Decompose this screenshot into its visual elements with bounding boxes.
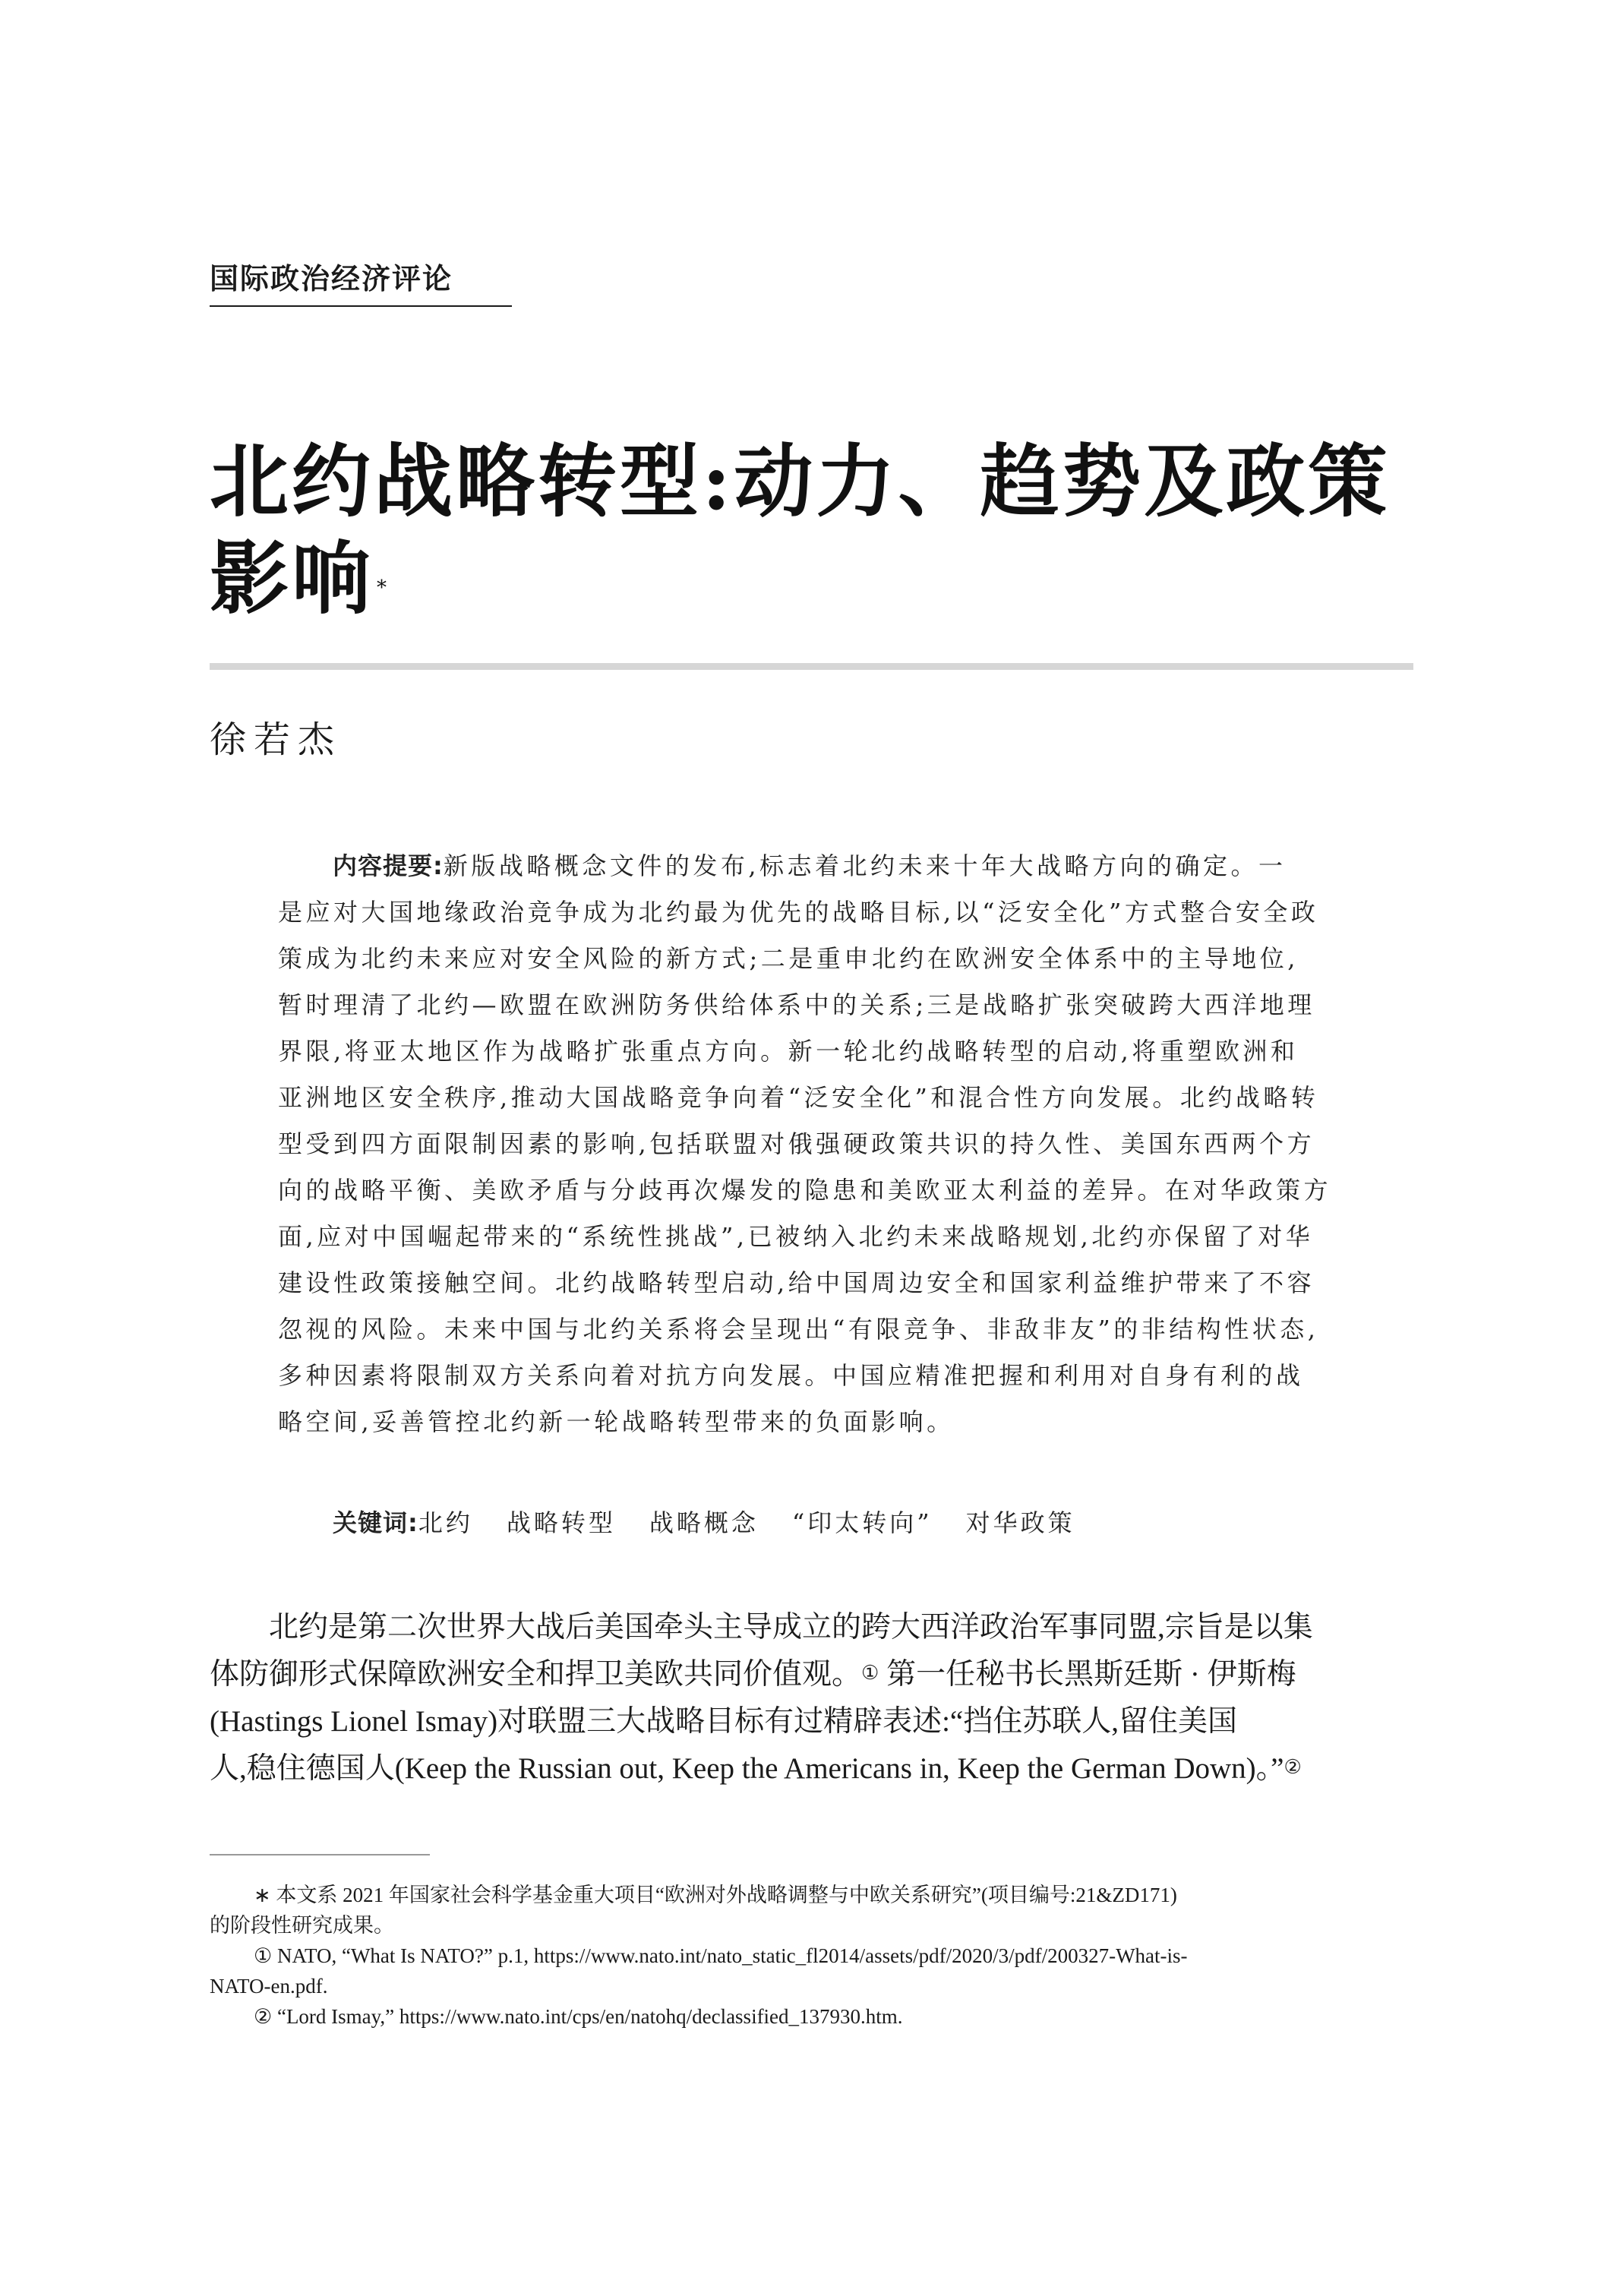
body-line (210, 1745, 1440, 1792)
abstract-line: 略空间,妥善管控北约新一轮战略转型带来的负面影响。 (278, 1407, 955, 1436)
abstract-line: 策成为北约未来应对安全风险的新方式;二是重申北约在欧洲安全体系中的主导地位, (278, 944, 1299, 973)
footnote-divider (210, 1854, 430, 1855)
footnote-star-cont: 的阶段性研究成果。 (210, 1914, 394, 1937)
body-line: 北约是第二次世界大战后美国牵头主导成立的跨大西洋政治军事同盟,宗旨是以集 (269, 1611, 1313, 1644)
abstract-text: 新版战略概念文件的发布,标志着北约未来十年大战略方向的确定。一 (443, 851, 1287, 880)
abstract-line: 忽视的风险。未来中国与北约关系将会呈现出“有限竞争、非敌非友”的非结构性状态, (278, 1315, 1319, 1344)
footnote-2: ② “Lord Ismay,” https://www.nato.int/cps/en/natohq/declassified_137930.htm. (254, 2005, 903, 2028)
abstract (278, 843, 1364, 1445)
footnote-ref-1[interactable]: ① (861, 1662, 879, 1684)
abstract-label: 内容提要: (333, 851, 444, 880)
journal-name: 国际政治经济评论 (210, 262, 453, 295)
abstract-line: 暂时理清了北约—欧盟在欧洲防务供给体系中的关系;三是战略扩张突破跨大西洋地理 (278, 990, 1315, 1019)
footnote-ref-2[interactable]: ② (1284, 1756, 1302, 1778)
title-line-2 (210, 530, 1440, 627)
keyword: “印太转向” (791, 1508, 933, 1537)
body-text (210, 1604, 1440, 1792)
abstract-line: 亚洲地区安全秩序,推动大国战略竞争向着“泛安全化”和混合性方向发展。北约战略转 (278, 1083, 1319, 1112)
abstract-line: 向的战略平衡、美欧矛盾与分歧再次爆发的隐患和美欧亚太利益的差异。在对华政策方 (278, 1176, 1332, 1205)
keywords-label: 关键词: (333, 1508, 418, 1537)
body-line (210, 1651, 1440, 1698)
body-line-text: 人,稳住德国人(Keep the Russian out, Keep the Americans in, Keep the German Down)。” (210, 1752, 1284, 1785)
keyword: 战略转型 (506, 1508, 616, 1537)
abstract-line: 型受到四方面限制因素的影响,包括联盟对俄强硬政策共识的持久性、美国东西两个方 (278, 1129, 1315, 1158)
abstract-line (278, 843, 1364, 889)
abstract-line: 是应对大国地缘政治竞争成为北约最为优先的战略目标,以“泛安全化”方式整合安全政 (278, 898, 1319, 927)
author-name: 徐若杰 (210, 718, 343, 761)
body-line: (Hastings Lionel Ismay)对联盟三大战略目标有过精辟表述:“挡住苏联人,留住美国 (210, 1705, 1237, 1738)
abstract-line: 面,应对中国崛起带来的“系统性挑战”,已被纳入北约未来战略规划,北约亦保留了对华 (278, 1222, 1314, 1251)
keyword: 北约 (418, 1508, 473, 1537)
journal-underline (210, 305, 512, 307)
title-divider (210, 663, 1413, 670)
body-line-text: 体防御形式保障欧洲安全和捍卫美欧共同价值观。 (210, 1658, 862, 1691)
title-line-1: 北约战略转型:动力、趋势及政策 (210, 434, 1391, 528)
keywords (333, 1504, 1109, 1539)
keyword: 对华政策 (965, 1508, 1075, 1537)
abstract-line: 建设性政策接触空间。北约战略转型启动,给中国周边安全和国家利益维护带来了不容 (278, 1268, 1315, 1297)
body-line-text: 第一任秘书长黑斯廷斯 · 伊斯梅 (879, 1658, 1296, 1691)
footnote-1: ① NATO, “What Is NATO?” p.1, https://www.nato.int/nato_static_fl2014/assets/pdf/2020/3/pdf/200327-What-is- (254, 1944, 1188, 1967)
abstract-line: 界限,将亚太地区作为战略扩张重点方向。新一轮北约战略转型的启动,将重塑欧洲和 (278, 1037, 1299, 1066)
keyword: 战略概念 (649, 1508, 759, 1537)
title-line-2-text: 影响 (210, 532, 374, 625)
footnote-star: ∗ 本文系 2021 年国家社会科学基金重大项目“欧洲对外战略调整与中欧关系研究”(项目编号:21&ZD171) (254, 1884, 1177, 1906)
abstract-line: 多种因素将限制双方关系向着对抗方向发展。中国应精准把握和利用对自身有利的战 (278, 1361, 1304, 1390)
footnotes (210, 1880, 1440, 2032)
footnote-1-cont: NATO-en.pdf. (210, 1975, 328, 1998)
title-footnote-mark[interactable]: * (377, 576, 390, 599)
article-title (210, 433, 1440, 627)
